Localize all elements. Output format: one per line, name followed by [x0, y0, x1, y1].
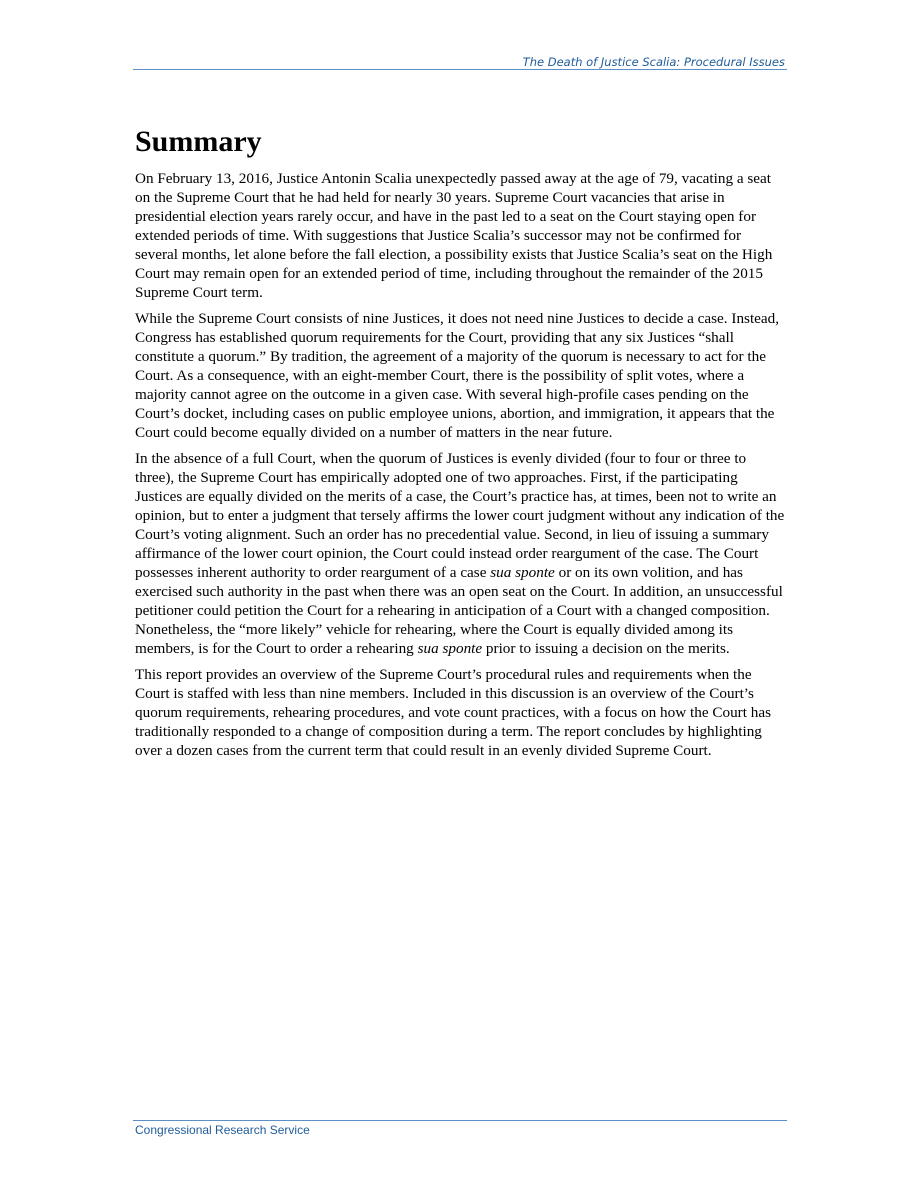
paragraph-3-text-b: or on its own volition, and has exercised such authority in the past when there was an open seat on the Court. In addition, an unsuccessful petitioner could petition the Court for a rehearing in anticipation of a Court with a changed composition. Nonetheless, the “more likely” vehicle for rehearing, where the Court is equally divided among its members, is for the Court to order a rehearing — [135, 564, 783, 657]
paragraph-4: This report provides an overview of the Supreme Court’s procedural rules and requirements when the Court is staffed with less than nine members. Included in this discussion is an overview of the Court’s quorum requirements, rehearing procedures, and vote count practices, with a focus on how the Court has traditionally responded to a change of composition during a term. The report concludes by highlighting over a dozen cases from the current term that could result in an evenly divided Supreme Court. — [135, 666, 771, 759]
header-rule — [133, 69, 787, 70]
paragraph-3 — [135, 449, 787, 658]
paragraph-2: While the Supreme Court consists of nine Justices, it does not need nine Justices to decide a case. Instead, Congress has established quorum requirements for the Court, providing that any six Justices “shall constitute a quorum.” By tradition, the agreement of a majority of the quorum is necessary to act for the Court. As a consequence, with an eight-member Court, there is the possibility of split votes, where a majority cannot agree on the outcome in a given case. With several high-profile cases pending on the Court’s docket, including cases on public employee unions, abortion, and immigration, it appears that the Court could become equally divided on a number of matters in the near future. — [135, 310, 780, 441]
paragraph-1: On February 13, 2016, Justice Antonin Scalia unexpectedly passed away at the age of 79, vacating a seat on the Supreme Court that he had held for nearly 30 years. Supreme Court vacancies that arise in presidential election years rarely occur, and have in the past led to a seat on the Court staying open for extended periods of time. With suggestions that Justice Scalia’s successor may not be confirmed for several months, let alone before the fall election, a possibility exists that Justice Scalia’s seat on the High Court may remain open for an extended period of time, including throughout the remainder of the 2015 Supreme Court term. — [135, 170, 773, 301]
summary-body — [135, 169, 787, 767]
section-title: Summary — [135, 125, 262, 158]
paragraph-3-text-c: prior to issuing a decision on the merits. — [482, 640, 730, 657]
running-header: The Death of Justice Scalia: Procedural Issues — [522, 55, 785, 69]
paragraph-3-text-a: In the absence of a full Court, when the quorum of Justices is evenly divided (four to four or three to three), the Supreme Court has empirically adopted one of two approaches. First, if the participating Justices are equally divided on the merits of a case, the Court’s practice has, at times, been not to write an opinion, but to enter a judgment that tersely affirms the lower court judgment without any indication of the Court’s voting alignment. Such an order has no precedential value. Second, in lieu of issuing a summary affirmance of the lower court opinion, the Court could instead order reargument of the case. The Court possesses inherent authority to order reargument of a case — [135, 450, 785, 581]
footer-rule — [133, 1120, 787, 1121]
paragraph-3-italic-b: sua sponte — [417, 640, 483, 657]
footer-organization: Congressional Research Service — [135, 1123, 310, 1137]
paragraph-3-italic-a: sua sponte — [490, 564, 555, 581]
